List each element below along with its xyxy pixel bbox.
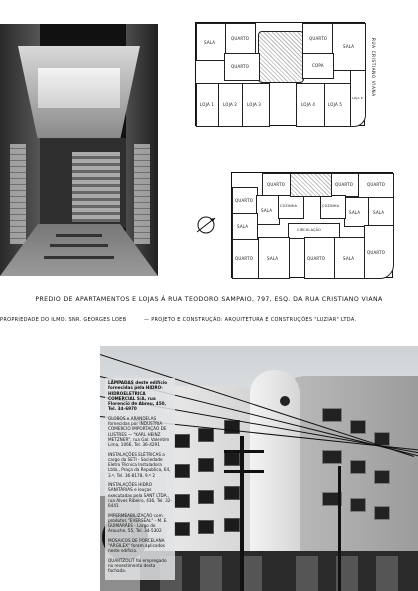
plan-room	[196, 83, 220, 127]
room-label: COPA	[312, 63, 324, 68]
room-label: QUARTO	[367, 250, 386, 255]
plan-stair-core	[258, 31, 304, 83]
room-label: COZINHA	[322, 204, 340, 208]
window	[374, 470, 390, 484]
room-label: LOJA 6	[352, 96, 363, 100]
plan-room	[304, 237, 336, 279]
caption-title: PREDIO DE APARTAMENTOS E LOJAS Á RUA TEODORO SAMPAIO, 797, ESQ. DA RUA CRISTIANO VIANA	[35, 296, 383, 303]
room-label: SALA	[343, 44, 355, 49]
room-label: LOJA 1	[200, 102, 215, 107]
shop-door	[296, 556, 318, 591]
utility-pole	[240, 436, 244, 591]
lobby-floor-stripe	[50, 244, 108, 247]
plan-room	[364, 225, 394, 279]
room-label: SALA	[373, 210, 385, 215]
room-label: CIRCULAÇÃO	[297, 228, 321, 232]
room-label: COZINHA	[280, 204, 298, 208]
window	[374, 506, 390, 520]
street-label: RUA CRISTIANO VIANA	[371, 38, 376, 97]
room-label: SALA	[267, 256, 279, 261]
north-arrow-icon	[195, 214, 217, 236]
lobby-glass-block-right	[134, 144, 150, 244]
ground-floor-plan	[195, 22, 365, 126]
room-label: LOJA 2	[223, 102, 238, 107]
window	[198, 490, 214, 504]
window	[198, 458, 214, 472]
plan-room	[296, 83, 326, 127]
window	[350, 460, 366, 474]
window	[224, 452, 240, 466]
caption-builder: — PROJETO E CONSTRUÇÃO: ARQUITETURA E CONSTRUÇÕES "LUZIAR" LTDA.	[144, 317, 357, 323]
window	[322, 408, 342, 422]
room-label: SALA	[261, 208, 273, 213]
plan-room	[332, 23, 366, 71]
shop-door	[200, 556, 222, 591]
plan-room	[324, 83, 352, 127]
supplier-credit: INSTALAÇÕES ELÉTRICAS a cargo da SETI - Sociedade Eletro Técnica Instaladora Ltda., Praça da Republica, 64, 3.º, Tel. 36-8178, 9.º 2	[108, 451, 171, 478]
plan-room	[218, 83, 244, 127]
utility-pole-crossarm	[224, 450, 264, 453]
window	[198, 428, 214, 442]
window	[174, 434, 190, 448]
supplier-credit: MOSAICOS DE PORCELANA "ARGILEX" foram aplicados neste edifício.	[108, 537, 165, 554]
room-label: LOJA 3	[247, 102, 262, 107]
plan-room	[232, 239, 260, 279]
shop-door	[376, 556, 398, 591]
plan-stair-core	[290, 173, 332, 197]
supplier-credits	[105, 378, 175, 580]
room-label: QUARTO	[231, 64, 250, 69]
lobby-glass-block-left	[10, 144, 26, 244]
room-label: SALA	[349, 210, 361, 215]
street-lamp	[280, 396, 290, 406]
window	[198, 520, 214, 534]
window	[350, 498, 366, 512]
caption-owner: PROPRIEDADE DO ILMO. SNR. GEORGES LOEB	[0, 317, 127, 323]
room-label: QUARTO	[307, 256, 326, 261]
room-label: QUARTO	[235, 256, 254, 261]
plan-room	[242, 83, 270, 127]
plan-room	[320, 195, 346, 219]
window	[174, 464, 190, 478]
plan-room	[232, 213, 258, 241]
room-label: QUARTO	[267, 182, 286, 187]
lobby-floor-stripe	[44, 256, 114, 259]
lobby-ceiling-light	[38, 68, 120, 108]
supplier-credit: GLOBOS e ARANDELAS fornecidas por INDUSTRIA COMERCIO IMPORTAÇÃO DE LUSTRES — "KARL HEINZ METZNER", rua Gal. Valentim Lima, 1066, Tel. 36-4291	[108, 415, 170, 448]
window	[224, 420, 240, 434]
utility-pole-crossarm	[224, 470, 264, 473]
supplier-credit: INSTALAÇÕES HIDRO SANITÁRIAS e louças executadas pela SANT LTDA., rua Alves Ribeiro, 436, Tel. 32-6441	[108, 482, 172, 509]
plan-room	[256, 195, 280, 225]
typical-floor-plan	[231, 172, 393, 278]
plan-room	[334, 237, 366, 279]
plan-room	[368, 197, 394, 227]
room-label: QUARTO	[367, 182, 386, 187]
plan-room	[278, 195, 304, 219]
supplier-credit: LÂMPADAS deste edifício fornecidas pela HIDRO-HIDROELETRICA COMERCIAL S/A, rua Florencio de Abreu, 450, Tel. 34-6970	[108, 380, 168, 412]
room-label: QUARTO	[335, 182, 354, 187]
plan-room	[302, 23, 334, 55]
room-label: QUARTO	[309, 36, 328, 41]
window	[322, 450, 342, 464]
supplier-credit: IMPERMEABILIZAÇÃO com produtos "EVERSEAL" - M. E. GUIMARÃES - Largo do Arouche, 55, Tel. 34-5302	[108, 512, 168, 534]
plan-room	[358, 173, 394, 199]
plan-room	[302, 53, 334, 79]
room-label: LOJA 4	[301, 102, 316, 107]
plan-room	[232, 187, 258, 215]
plan-room	[262, 173, 292, 197]
utility-pole	[338, 466, 341, 591]
window	[350, 420, 366, 434]
plan-room	[350, 69, 366, 127]
supplier-credit: QUARTZOLIT foi empregado no revestimento desta fachada.	[108, 557, 167, 574]
plan-room	[196, 23, 226, 61]
lobby-photo	[0, 24, 158, 276]
plan-room	[224, 53, 260, 81]
room-label: QUARTO	[235, 198, 254, 203]
room-label: SALA	[237, 224, 249, 229]
room-label: LOJA 5	[328, 102, 343, 107]
plan-room	[330, 173, 360, 197]
window	[224, 486, 240, 500]
window	[224, 518, 240, 532]
room-label: SALA	[343, 256, 355, 261]
lobby-floor-stripe	[56, 234, 102, 237]
room-label: SALA	[204, 40, 216, 45]
window	[174, 522, 190, 536]
window	[174, 494, 190, 508]
room-label: QUARTO	[231, 36, 250, 41]
lobby-staircase	[72, 152, 120, 222]
plan-room	[224, 23, 256, 55]
plan-room	[344, 197, 370, 227]
plan-room	[258, 237, 290, 279]
